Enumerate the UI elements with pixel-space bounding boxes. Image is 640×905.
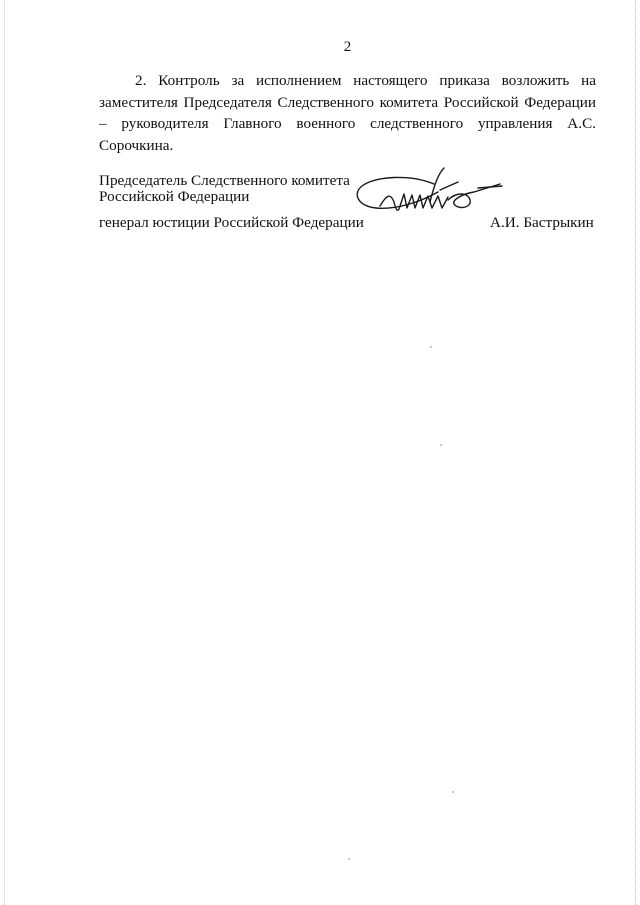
scan-speck	[452, 791, 454, 793]
signatory-title-line1: Председатель Следственного комитета	[99, 172, 350, 189]
page-number: 2	[343, 39, 352, 55]
scan-speck	[440, 444, 442, 446]
signatory-name: А.И. Бастрыкин	[490, 214, 594, 231]
scan-edge-right	[635, 0, 637, 905]
scan-speck	[348, 858, 350, 860]
signatory-title-line2: Российской Федерации	[99, 188, 250, 205]
scan-speck	[430, 346, 432, 348]
signatory-rank: генерал юстиции Российской Федерации	[99, 214, 364, 231]
scan-edge-left	[4, 0, 6, 905]
order-paragraph: 2. Контроль за исполнением настоящего приказа возложить на заместителя Председателя Следственного комитета Российской Федерации – руководителя Главного военного следственного управления А.С. Сорочкина.	[99, 72, 596, 154]
